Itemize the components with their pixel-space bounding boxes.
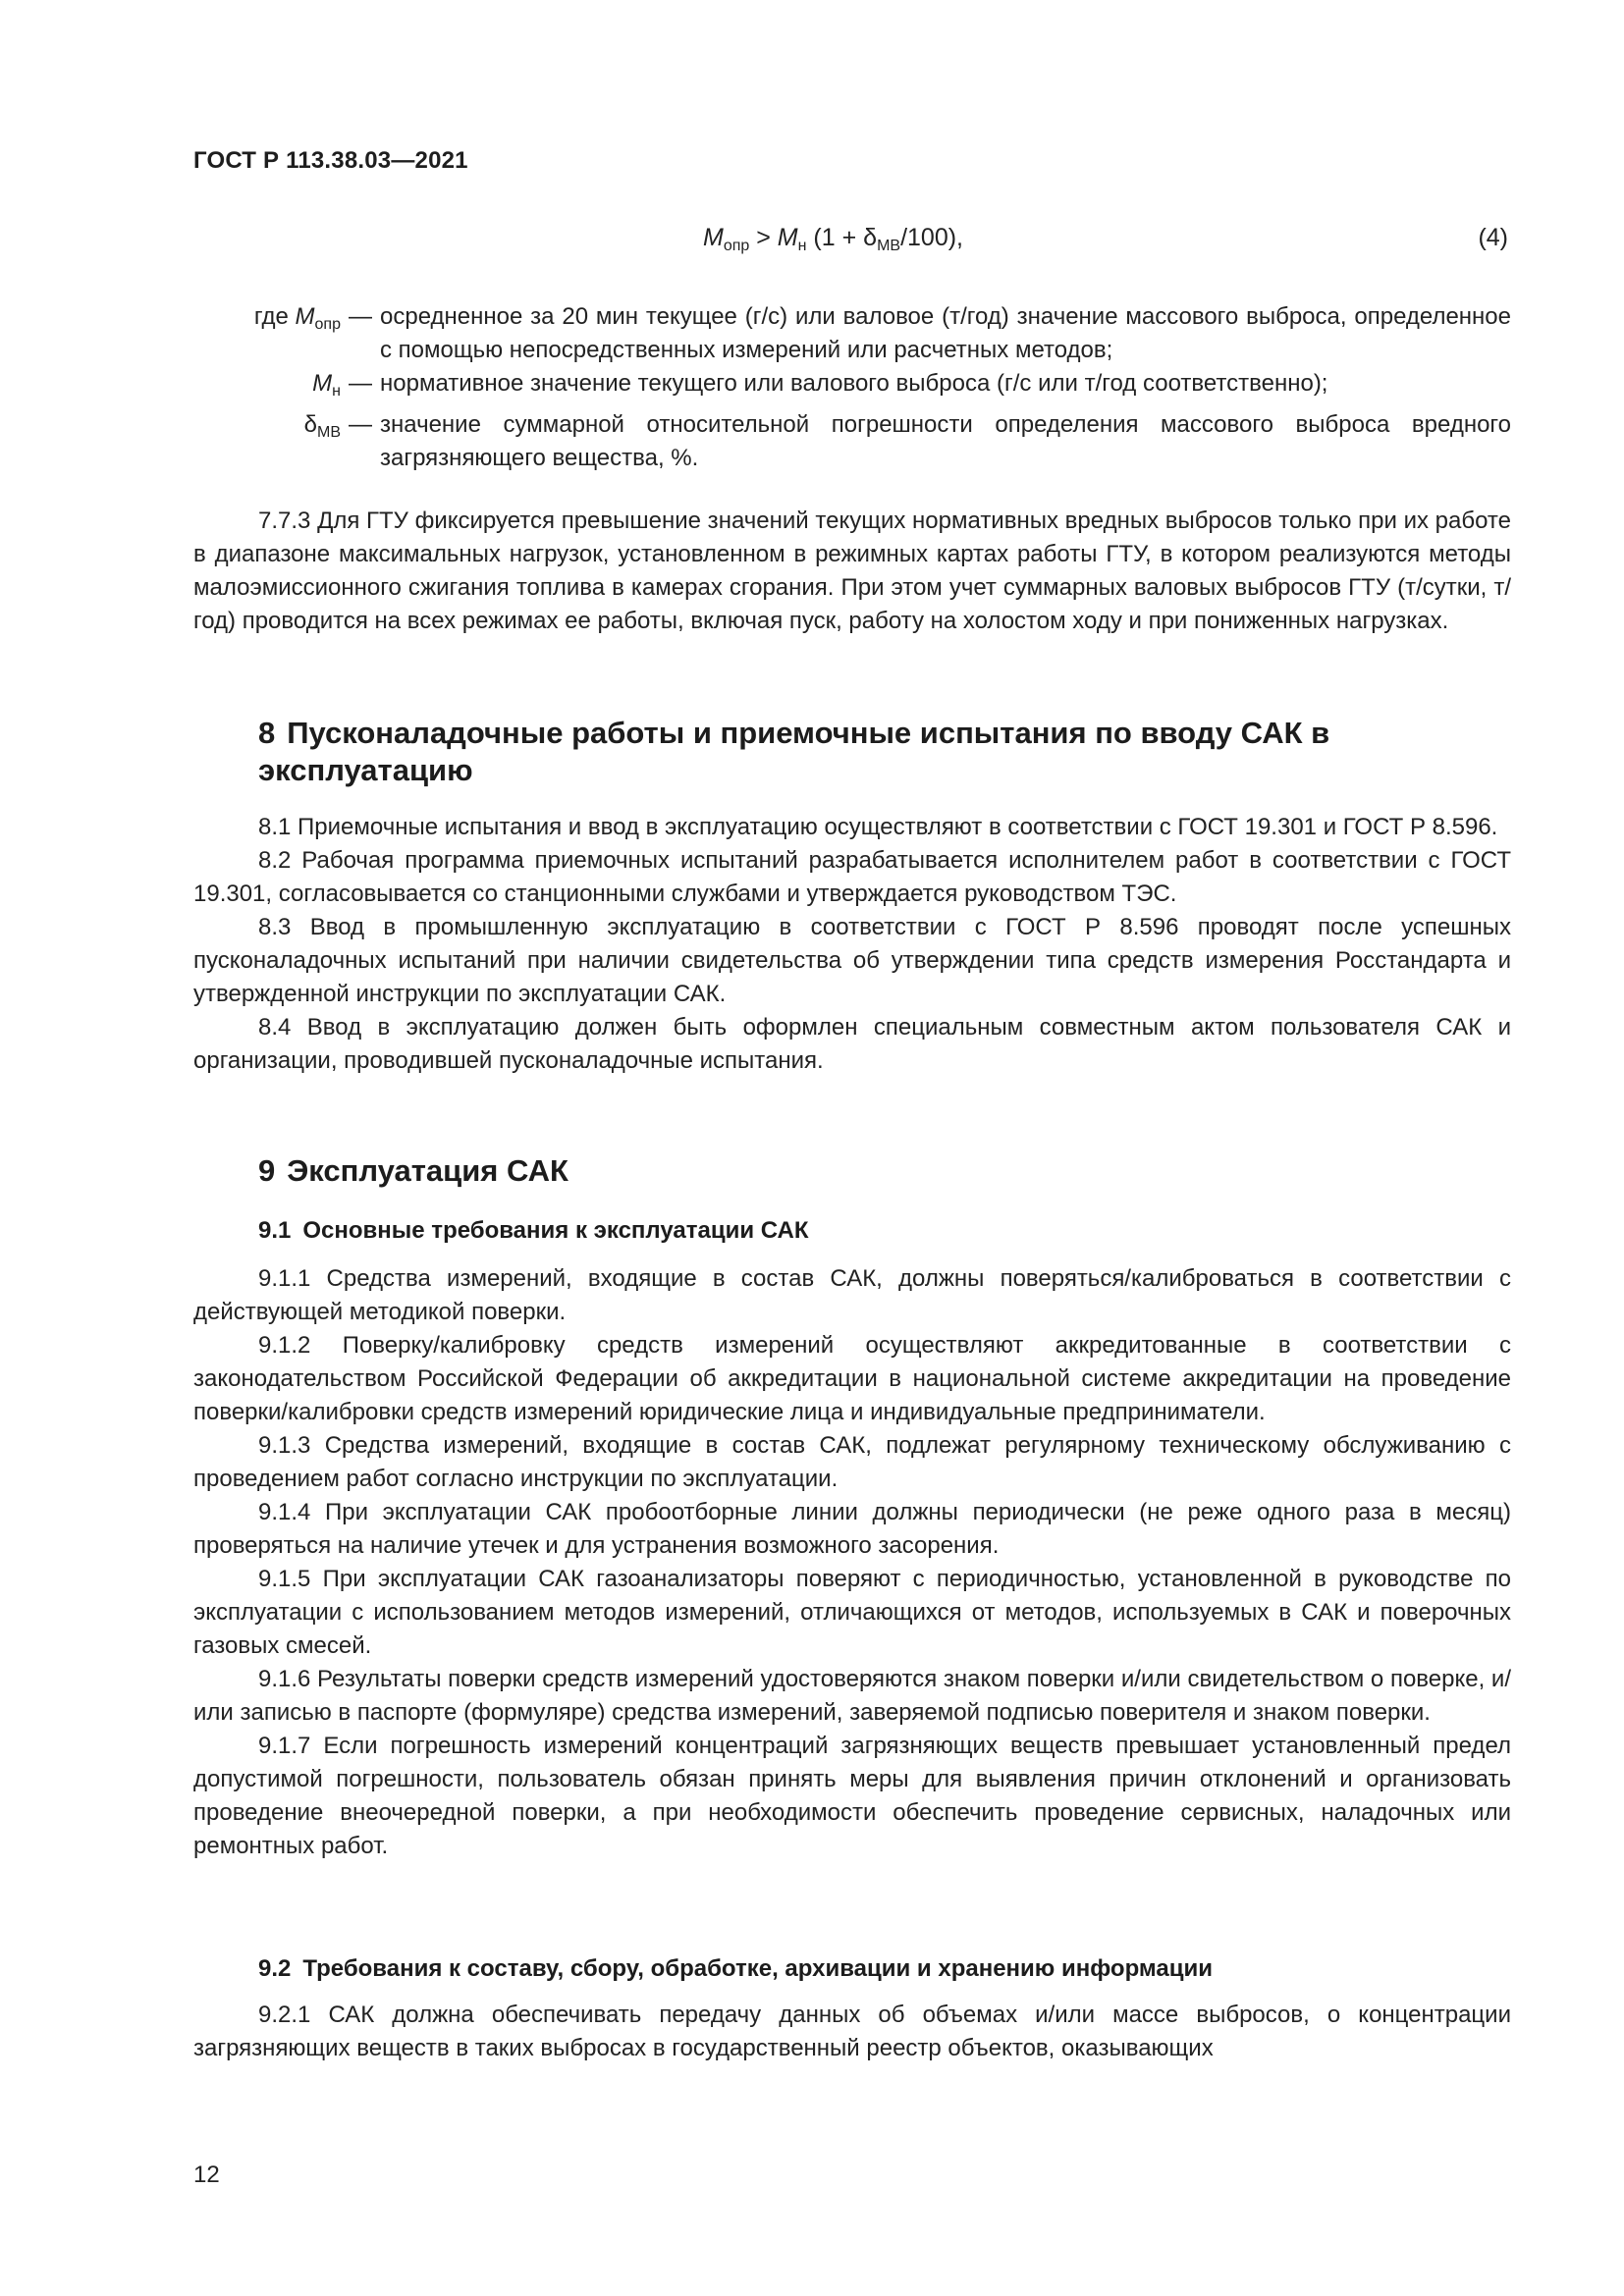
formula-legend bbox=[193, 300, 1511, 475]
page-number: 12 bbox=[193, 2162, 220, 2188]
paragraph-9-2-1: 9.2.1 САК должна обеспечивать передачу данных об объемах и/или массе выбросов, о концентрации загрязняющих веществ в таких выбросах в государственный реестр объектов, оказывающих bbox=[193, 2002, 1511, 2061]
section-9-heading: 9 Эксплуатация САК bbox=[258, 1153, 568, 1188]
section-9-1-heading: 9.1 Основные требования к эксплуатации САК bbox=[258, 1217, 809, 1244]
section-9-1-body bbox=[193, 1262, 1511, 1863]
formula-number: (4) bbox=[1478, 224, 1508, 251]
paragraph-8-2: 8.2 Рабочая программа приемочных испытаний разрабатывается исполнителем работ в соответствии с ГОСТ 19.301, согласовывается со станционными службами и утверждается руководством ТЭС. bbox=[193, 847, 1511, 907]
section-9-2-heading: 9.2 Требования к составу, сбору, обработке, архивации и хранению информации bbox=[258, 1955, 1213, 1982]
paragraph-9-1-4: 9.1.4 При эксплуатации САК пробоотборные линии должны периодически (не реже одного раза в месяц) проверяться на наличие утечек и для устранения возможного засорения. bbox=[193, 1499, 1511, 1559]
legend-item: $M_н$ — нормативное значение текущего или валового выброса (г/с или т/год соответственно); bbox=[312, 370, 1328, 400]
formula-expression: $M_{опр} > M_н$ $(1 + \delta_{МВ}/100)$, bbox=[703, 224, 963, 254]
paragraph-9-1-7: 9.1.7 Если погрешность измерений концентраций загрязняющих веществ превышает установленный предел допустимой погрешности, пользователь обязан принять меры для выявления причин отклонений и организовать проведение внеочередной поверки, а при необходимости обеспечить проведение сервисных, наладочных или ремонтных работ. bbox=[193, 1733, 1511, 1859]
paragraph-9-1-2: 9.1.2 Поверку/калибровку средств измерений осуществляют аккредитованные в соответствии с законодательством Российской Федерации об аккредитации в национальной системе аккредитации на проведение поверки/калибровки средств измерений юридические лица и индивидуальные предприниматели. bbox=[193, 1332, 1511, 1425]
paragraph-8-3: 8.3 Ввод в промышленную эксплуатацию в соответствии с ГОСТ Р 8.596 проводят после успешных пусконаладочных испытаний при наличии свидетельства об утверждении типа средств измерения Росстандарта и утвержденной инструкции по эксплуатации САК. bbox=[193, 914, 1511, 1007]
paragraph-8-1: 8.1 Приемочные испытания и ввод в эксплуатацию осуществляют в соответствии с ГОСТ 19.301 и ГОСТ Р 8.596. bbox=[258, 814, 1498, 840]
legend-item: где $M_{опр}$ — осредненное за 20 мин текущее (г/с) или валовое (т/год) значение массового выброса, определенное с помощью непосредственных измерений или расчетных методов; bbox=[253, 303, 1511, 363]
legend-item: $\delta_{МВ}$ — значение суммарной относительной погрешности определения массового выброса вредного загрязняющего вещества, %. bbox=[303, 411, 1511, 471]
paragraph-9-1-6: 9.1.6 Результаты поверки средств измерений удостоверяются знаком поверки и/или свидетельством о поверке, и/или записью в паспорте (формуляре) средства измерений, заверяемой подписью поверителя и знаком поверки. bbox=[193, 1666, 1511, 1726]
formula-4 bbox=[0, 224, 1624, 263]
document-code-header: ГОСТ Р 113.38.03—2021 bbox=[193, 147, 468, 174]
paragraph-9-1-5: 9.1.5 При эксплуатации САК газоанализаторы поверяют с периодичностью, установленной в руководстве по эксплуатации с использованием методов измерений, отличающихся от методов, используемых в САК и поверочных газовых смесей. bbox=[193, 1566, 1511, 1659]
paragraph-7-7-3: 7.7.3 Для ГТУ фиксируется превышение значений текущих нормативных вредных выбросов только при их работе в диапазоне максимальных нагрузок, установленном в режимных картах работы ГТУ, в котором реализуются методы малоэмиссионного сжигания топлива в камерах сгорания. При этом учет суммарных валовых выбросов ГТУ (т/сутки, т/год) проводится на всех режимах ее работы, включая пуск, работу на холостом ходу и при пониженных нагрузках. bbox=[193, 507, 1511, 634]
paragraph-9-1-3: 9.1.3 Средства измерений, входящие в состав САК, подлежат регулярному техническому обслуживанию с проведением работ согласно инструкции по эксплуатации. bbox=[193, 1432, 1511, 1492]
paragraph-8-4: 8.4 Ввод в эксплуатацию должен быть оформлен специальным совместным актом пользователя САК и организации, проводившей пусконаладочные испытания. bbox=[193, 1014, 1511, 1074]
section-8-heading: 8 Пусконаладочные работы и приемочные испытания по вводу САК в эксплуатацию bbox=[258, 716, 1330, 787]
section-9-2-body bbox=[193, 1999, 1511, 2065]
section-8-body bbox=[193, 811, 1511, 1078]
paragraph-9-1-1: 9.1.1 Средства измерений, входящие в состав САК, должны поверяться/калиброваться в соответствии с действующей методикой поверки. bbox=[193, 1265, 1511, 1325]
